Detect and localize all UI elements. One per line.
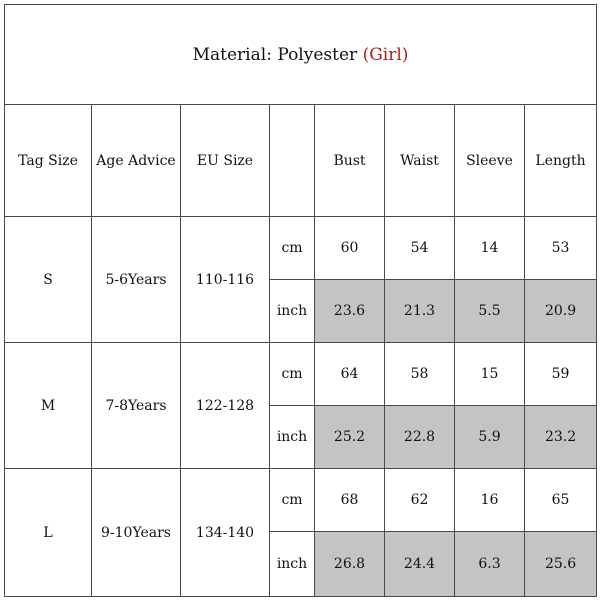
header-eu-size: EU Size (181, 105, 270, 217)
bust-inch-cell: 25.2 (315, 406, 385, 469)
sleeve-cm-cell: 16 (455, 469, 525, 532)
size-chart-table (4, 4, 597, 597)
chart-title (5, 5, 597, 105)
age-advice-cell: 5-6Years (92, 217, 181, 343)
unit-cm-label: cm (270, 217, 315, 280)
sleeve-cm-cell: 15 (455, 343, 525, 406)
size-s-cm-row (5, 217, 597, 280)
bust-cm-cell: 64 (315, 343, 385, 406)
size-m-cm-row (5, 343, 597, 406)
tag-size-cell: M (5, 343, 92, 469)
unit-cm-label: cm (270, 343, 315, 406)
header-unit (270, 105, 315, 217)
unit-inch-label: inch (270, 406, 315, 469)
header-row (5, 105, 597, 217)
header-bust: Bust (315, 105, 385, 217)
title-main: Material: Polyester (192, 44, 358, 65)
length-inch-cell: 20.9 (525, 280, 597, 343)
waist-inch-cell: 21.3 (385, 280, 455, 343)
size-l-cm-row (5, 469, 597, 532)
header-age-advice: Age Advice (92, 105, 181, 217)
sleeve-cm-cell: 14 (455, 217, 525, 280)
unit-inch-label: inch (270, 532, 315, 597)
length-cm-cell: 59 (525, 343, 597, 406)
waist-cm-cell: 62 (385, 469, 455, 532)
unit-cm-label: cm (270, 469, 315, 532)
waist-inch-cell: 22.8 (385, 406, 455, 469)
bust-cm-cell: 60 (315, 217, 385, 280)
length-cm-cell: 53 (525, 217, 597, 280)
bust-cm-cell: 68 (315, 469, 385, 532)
title-accent: (Girl) (362, 44, 409, 65)
bust-inch-cell: 26.8 (315, 532, 385, 597)
tag-size-cell: L (5, 469, 92, 597)
length-cm-cell: 65 (525, 469, 597, 532)
sleeve-inch-cell: 5.5 (455, 280, 525, 343)
waist-cm-cell: 58 (385, 343, 455, 406)
title-row (5, 5, 597, 105)
eu-size-cell: 110-116 (181, 217, 270, 343)
header-waist: Waist (385, 105, 455, 217)
tag-size-cell: S (5, 217, 92, 343)
bust-inch-cell: 23.6 (315, 280, 385, 343)
sleeve-inch-cell: 5.9 (455, 406, 525, 469)
eu-size-cell: 122-128 (181, 343, 270, 469)
header-sleeve: Sleeve (455, 105, 525, 217)
header-length: Length (525, 105, 597, 217)
length-inch-cell: 25.6 (525, 532, 597, 597)
eu-size-cell: 134-140 (181, 469, 270, 597)
waist-cm-cell: 54 (385, 217, 455, 280)
waist-inch-cell: 24.4 (385, 532, 455, 597)
age-advice-cell: 9-10Years (92, 469, 181, 597)
header-tag-size: Tag Size (5, 105, 92, 217)
length-inch-cell: 23.2 (525, 406, 597, 469)
age-advice-cell: 7-8Years (92, 343, 181, 469)
unit-inch-label: inch (270, 280, 315, 343)
sleeve-inch-cell: 6.3 (455, 532, 525, 597)
